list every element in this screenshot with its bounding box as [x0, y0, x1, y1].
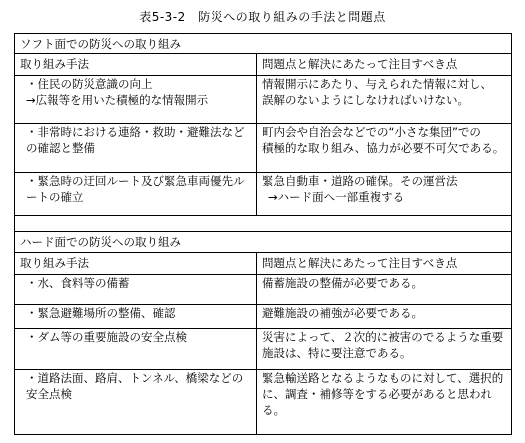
- method-text: ・道路法面、路肩、トンネル、橋梁などの安全点検: [26, 370, 244, 401]
- method-text: ・緊急避難場所の整備、確認: [26, 305, 176, 320]
- hard-issue-cell: [257, 304, 512, 328]
- method-text: ・水、食料等の備蓄: [26, 275, 130, 290]
- method-text: →広報等を用いた積極的な情報開示: [26, 92, 209, 107]
- soft-section-heading: ソフト面での防災への取り組み: [15, 34, 512, 54]
- hard-method-cell: [15, 329, 257, 370]
- table-row: [15, 274, 512, 304]
- hard-col-issue-header: 問題点と解決にあたって注目すべき点: [257, 253, 512, 274]
- table-row: [15, 369, 512, 434]
- table-row: [15, 329, 512, 370]
- soft-method-cell: [15, 124, 257, 173]
- method-text: ・緊急時の迂回ルート及び緊急車両優先ルートの確立: [26, 174, 245, 205]
- issue-text: 災害によって、２次的に被害のでるような重要施設は、特に要注意である。: [262, 330, 504, 361]
- soft-method-cell: [15, 75, 257, 124]
- issue-text: 積極的な取り組み、協力が必要不可欠である。: [262, 141, 505, 156]
- issue-text: →ハード面へ一部重複する: [268, 190, 405, 205]
- table-row: [15, 304, 512, 328]
- hard-issue-cell: [257, 274, 512, 304]
- table-row: [15, 173, 512, 216]
- method-text: ・ダム等の重要施設の安全点検: [26, 330, 187, 345]
- method-text: ・非常時における連絡・救助・避難法などの確認と整備: [26, 125, 245, 156]
- section-spacer: [15, 215, 512, 231]
- method-text: ・住民の防災意識の向上: [26, 76, 153, 91]
- table-row: [15, 124, 512, 173]
- soft-method-cell: [15, 173, 257, 216]
- issue-text: 誤解のないようにしなければいけない。: [262, 92, 469, 107]
- issue-text: 備蓄施設の整備が必要である。: [262, 275, 423, 290]
- soft-col-issue-header: 問題点と解決にあたって注目すべき点: [257, 54, 512, 75]
- hard-method-cell: [15, 369, 257, 434]
- soft-col-method-header: 取り組み手法: [15, 54, 257, 75]
- issue-text: 町内会や自治会などでの“小さな集団”での: [262, 125, 481, 140]
- issue-text: 緊急輸送路となるようなものに対して、選択的に、調査・補修等をする必要があると思われる。: [262, 370, 504, 417]
- soft-issue-cell: [257, 124, 512, 173]
- hard-method-cell: [15, 304, 257, 328]
- hard-issue-cell: [257, 329, 512, 370]
- table-title: 表5-3-2 防災への取り組みの手法と問題点: [139, 10, 386, 24]
- table-row: [15, 75, 512, 124]
- soft-issue-cell: [257, 173, 512, 216]
- soft-issue-cell: [257, 75, 512, 124]
- hard-section-heading: ハード面での防災への取り組み: [15, 231, 512, 252]
- measures-table: [14, 33, 512, 435]
- hard-col-method-header: 取り組み手法: [15, 253, 257, 274]
- issue-text: 情報開示にあたり、与えられた情報に対し、: [262, 76, 492, 91]
- issue-text: 緊急自動車・道路の確保。その運営法: [262, 174, 458, 189]
- hard-method-cell: [15, 274, 257, 304]
- hard-issue-cell: [257, 369, 512, 434]
- issue-text: 避難施設の補強が必要である。: [262, 305, 423, 320]
